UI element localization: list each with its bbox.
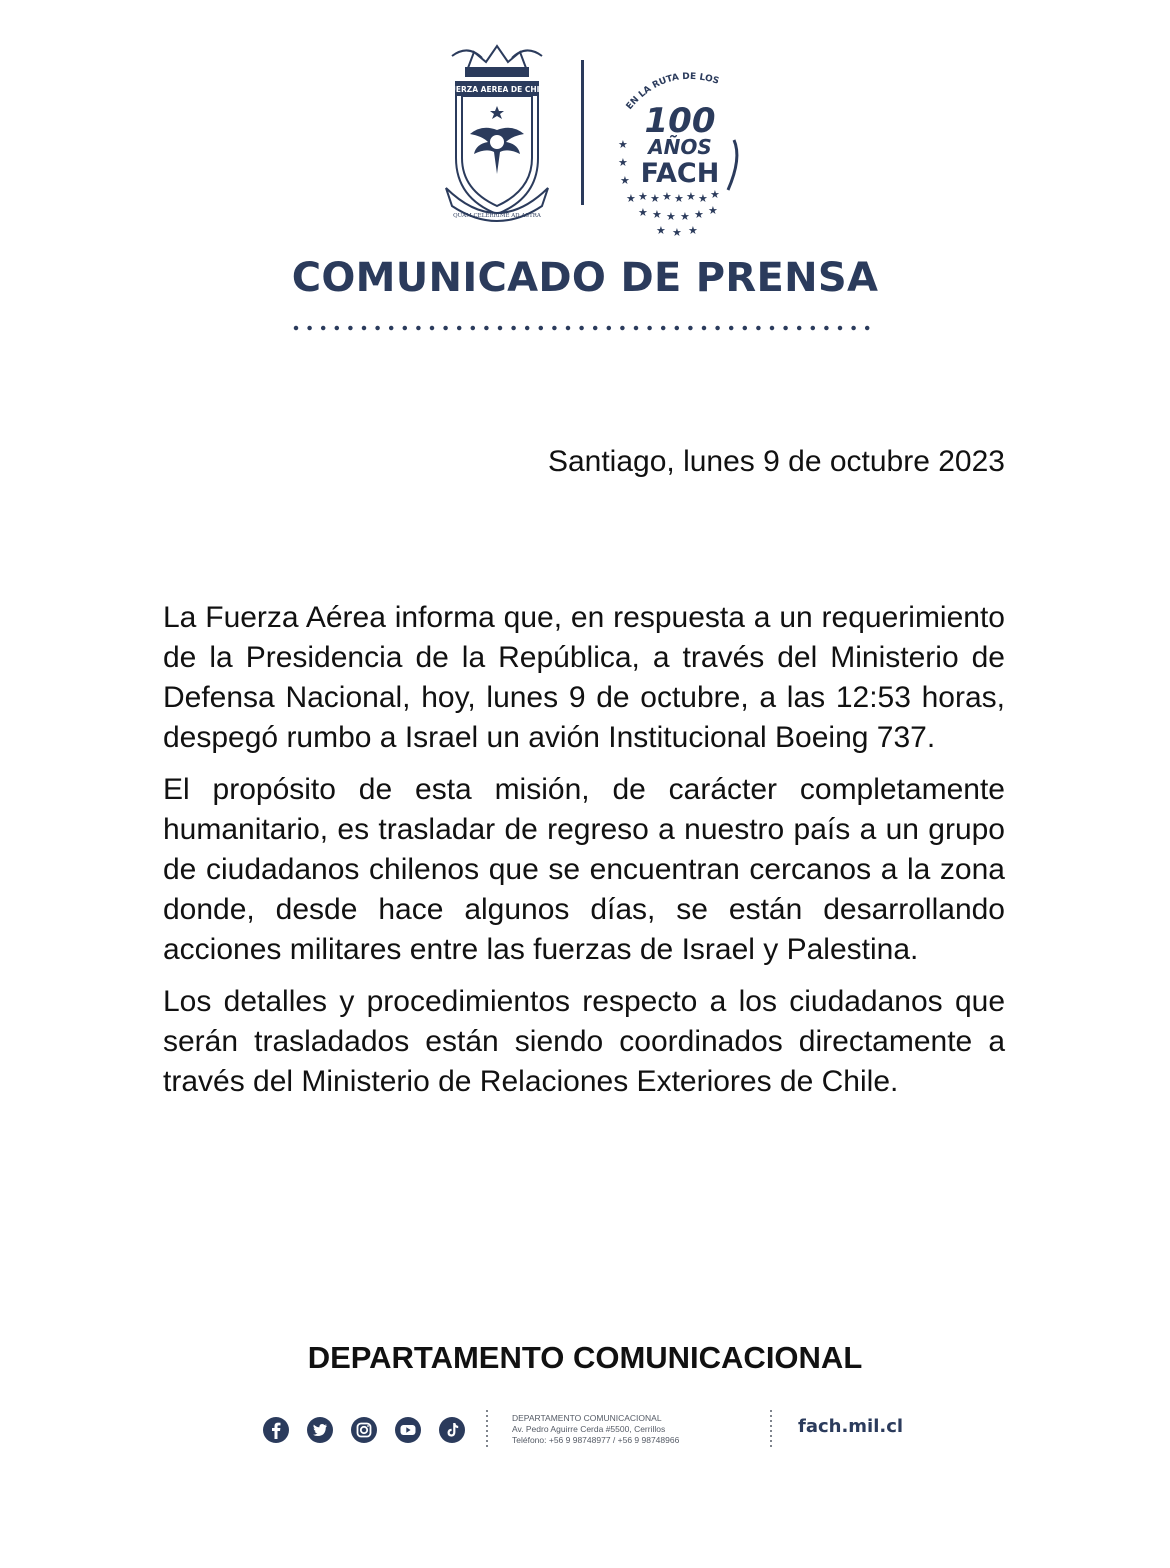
svg-text:★: ★ xyxy=(638,206,648,219)
svg-text:FACH: FACH xyxy=(640,158,720,189)
footer-divider xyxy=(485,1409,489,1449)
svg-text:★: ★ xyxy=(638,190,648,203)
fach-crest-logo xyxy=(438,38,556,228)
svg-text:★: ★ xyxy=(652,208,662,221)
svg-text:★: ★ xyxy=(694,208,704,221)
body-paragraph: El propósito de esta misión, de carácter completamente humanitario, es trasladar de regreso a nuestro país a un grupo de ciudadanos chilenos que se encuentran cercanos a la zona donde, desde hace algunos días, se están desarrollando acciones militares entre las fuerzas de Israel y Palestina. xyxy=(163,773,1005,966)
svg-text:★: ★ xyxy=(666,210,676,223)
centenary-logo xyxy=(612,52,752,242)
svg-text:★: ★ xyxy=(618,156,628,169)
svg-text:★: ★ xyxy=(626,192,636,205)
body-paragraph: La Fuerza Aérea informa que, en respuesta a un requerimiento de la Presidencia de la República, a través del Ministerio de Defensa Nacional, hoy, lunes 9 de octubre, a las 12:53 horas, despegó rumbo a Israel un avión Institucional Boeing 737. xyxy=(163,601,1005,754)
contact-phone: Teléfono: +56 9 98748977 / +56 9 98748966 xyxy=(512,1435,680,1445)
svg-text:★: ★ xyxy=(620,174,630,187)
facebook-icon[interactable] xyxy=(262,1416,290,1444)
svg-text:★: ★ xyxy=(698,192,708,205)
twitter-icon[interactable] xyxy=(306,1416,334,1444)
youtube-icon[interactable] xyxy=(394,1416,422,1444)
svg-text:★: ★ xyxy=(686,190,696,203)
document-date: Santiago, lunes 9 de octubre 2023 xyxy=(547,445,1005,478)
document-body xyxy=(163,598,1005,1114)
svg-text:★: ★ xyxy=(688,224,698,237)
instagram-icon[interactable] xyxy=(350,1416,378,1444)
footer xyxy=(0,1405,1170,1455)
svg-text:★: ★ xyxy=(650,192,660,205)
svg-text:★: ★ xyxy=(618,138,628,151)
svg-text:100: 100 xyxy=(644,101,716,141)
svg-text:★: ★ xyxy=(656,224,666,237)
svg-text:★: ★ xyxy=(672,226,682,239)
signature-department: DEPARTAMENTO COMUNICACIONAL xyxy=(307,1340,863,1375)
footer-divider xyxy=(769,1409,773,1449)
website-link[interactable]: fach.mil.cl xyxy=(798,1416,904,1437)
svg-text:FUERZA AEREA DE CHILE: FUERZA AEREA DE CHILE xyxy=(444,85,550,94)
svg-text:★: ★ xyxy=(674,192,684,205)
contact-title: DEPARTAMENTO COMUNICACIONAL xyxy=(512,1413,662,1423)
title-dotted-divider xyxy=(290,318,880,338)
svg-text:EN LA RUTA DE LOS: EN LA RUTA DE LOS xyxy=(624,71,721,112)
page-title: COMUNICADO DE PRENSA xyxy=(291,255,879,301)
contact-address: Av. Pedro Aguirre Cerda #5500, Cerrillos xyxy=(512,1424,666,1434)
svg-text:AÑOS: AÑOS xyxy=(648,135,712,159)
svg-text:★: ★ xyxy=(680,210,690,223)
footer-contact xyxy=(512,1413,679,1446)
svg-text:★: ★ xyxy=(710,188,720,201)
svg-text:★: ★ xyxy=(708,204,718,217)
header-logos xyxy=(0,30,1170,239)
body-paragraph: Los detalles y procedimientos respecto a los ciudadanos que serán trasladados están siendo coordinados directamente a través del Ministerio de Relaciones Exteriores de Chile. xyxy=(163,985,1005,1098)
svg-text:★: ★ xyxy=(662,190,672,203)
logo-divider xyxy=(581,60,584,205)
svg-text:QUAM CELERRIME AD ASTRA: QUAM CELERRIME AD ASTRA xyxy=(453,213,541,219)
tiktok-icon[interactable] xyxy=(438,1416,466,1444)
